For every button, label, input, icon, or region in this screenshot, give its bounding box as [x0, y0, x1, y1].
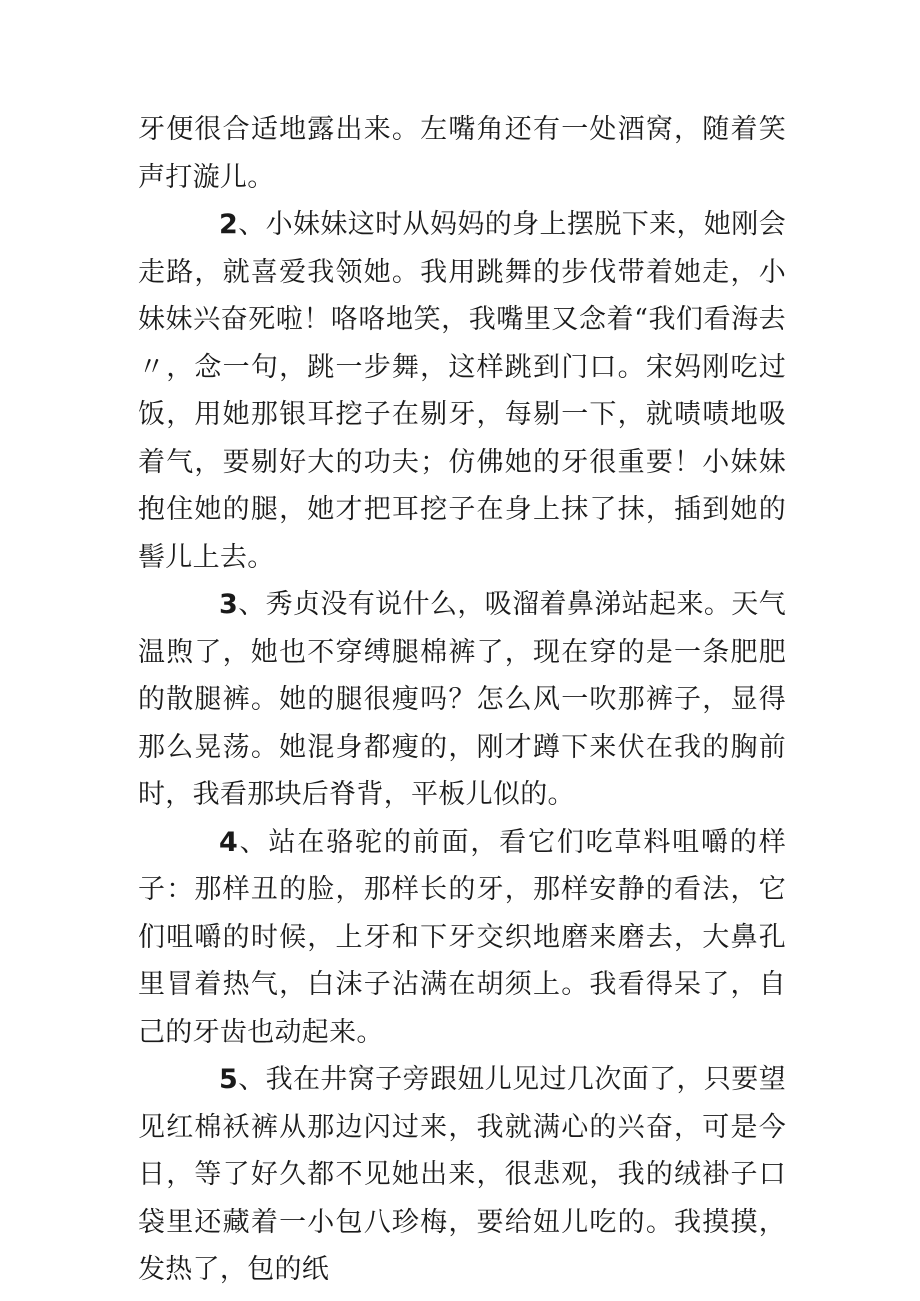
paragraph-2 [138, 201, 786, 581]
paragraph-3 [138, 581, 786, 819]
paragraph-text: 、站在骆驼的前面，看它们吃草料咀嚼的样子：那样丑的脸，那样长的牙，那样安静的看法，它们咀嚼的时候，上牙和下牙交织地磨来磨去，大鼻孔里冒着热气，白沫子沾满在胡须上。我看得呆了，自己的牙齿也动起来。 [138, 826, 786, 1048]
paragraph-text: 、我在井窝子旁跟妞儿见过几次面了，只要望见红棉袄裤从那边闪过来，我就满心的兴奋，可是今日，等了好久都不见她出来，很悲观，我的绒褂子口袋里还藏着一小包八珍梅，要给妞儿吃的。我摸摸，发热了，包的纸 [138, 1064, 786, 1285]
paragraph-number: 5 [219, 1064, 239, 1095]
paragraph-text: 、小妹妹这时从妈妈的身上摆脱下来，她刚会走路，就喜爱我领她。我用跳舞的步伐带着她走，小妹妹兴奋死啦！咯咯地笑，我嘴里又念着“我们看海去〃，念一句，跳一步舞，这样跳到门口。宋妈刚吃过饭，用她那银耳挖子在剔牙，每剔一下，就啧啧地吸着气，要剔好大的功夫；仿佛她的牙很重要！小妹妹抱住她的腿，她才把耳挖子在身上抹了抹，插到她的髻儿上去。 [138, 209, 786, 573]
paragraph-number: 2 [219, 209, 239, 240]
paragraph-5 [138, 1056, 786, 1294]
document-body [138, 106, 786, 1294]
paragraph-number: 3 [219, 589, 239, 620]
paragraph-1 [138, 106, 786, 201]
paragraph-number: 4 [219, 826, 239, 858]
paragraph-4 [138, 819, 786, 1057]
paragraph-text: 牙便很合适地露出来。左嘴角还有一处酒窝，随着笑声打漩儿。 [138, 114, 786, 193]
paragraph-text: 、秀贞没有说什么，吸溜着鼻涕站起来。天气温煦了，她也不穿缚腿棉裤了，现在穿的是一条肥肥的散腿裤。她的腿很瘦吗？怎么风一吹那裤子，显得那么晃荡。她混身都瘦的，刚才蹲下来伏在我的胸前时，我看那块后脊背，平板儿似的。 [138, 589, 786, 810]
